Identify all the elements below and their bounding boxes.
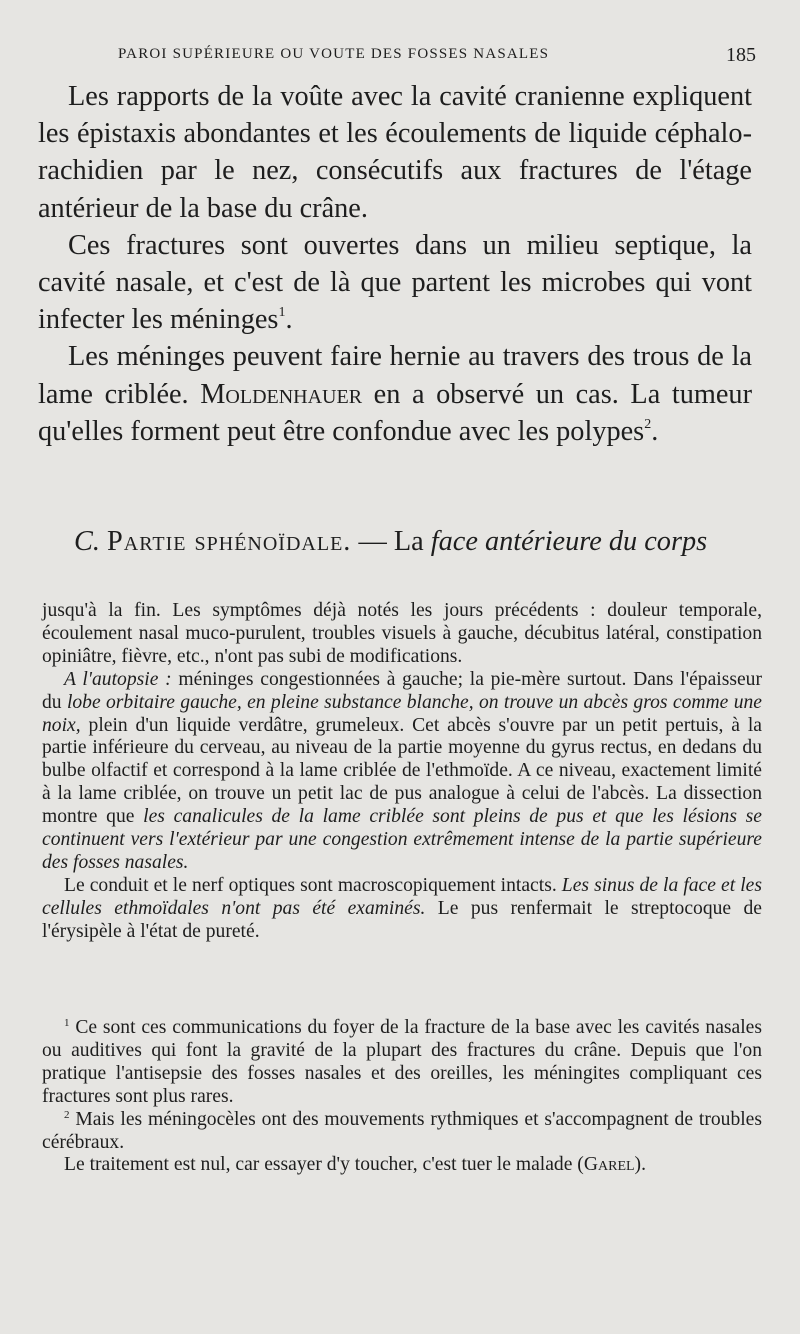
note-paragraph-2 (42, 669, 762, 875)
footnote-1 (42, 1017, 762, 1109)
footnote-2-mark: 2 (64, 1108, 70, 1121)
section-label: C. (74, 526, 100, 557)
paragraph-3-end: . (651, 415, 659, 447)
autopsy-label: A l'autopsie : (64, 668, 172, 690)
paragraph-2-text: Ces fractures sont ouvertes dans un milieu septique, la cavité nasale, et c'est de là que partent les microbes qui vont infecter les méninges (38, 229, 752, 336)
footnote-3 (42, 1154, 762, 1177)
running-head: PAROI SUPÉRIEURE OU VOUTE DES FOSSES NASALES (118, 46, 550, 62)
section-text (394, 526, 707, 557)
page-number: 185 (726, 44, 756, 66)
paragraph-1-text: Les rapports de la voûte avec la cavité cranienne expliquent les épistaxis abondantes et les écoulements de liquide céphalo-rachidien par le nez, consécutifs aux fractures de l'étage antérieur de la base du crâne. (38, 81, 752, 224)
footnotes (42, 1017, 762, 1177)
paragraph-3-text-a: Les méninges peuvent faire hernie au travers des trous de la lame criblée. (38, 341, 752, 410)
author-name: Moldenhauer (200, 378, 363, 410)
note-paragraph-2-italic-2: les canalicules de la lame criblée sont pleins de pus et que les lésions se continuent vers l'extérieur par une congestion extrêmement intense de la partie supérieure des fosses nasales. (42, 806, 762, 873)
paragraph-2 (38, 227, 752, 339)
paragraph-3 (38, 338, 752, 450)
footnote-author: Garel (583, 1154, 635, 1176)
section-title: Partie sphénoïdale. (107, 526, 352, 557)
footnote-ref-1: 1 (278, 305, 286, 321)
footnote-3-text-a: Le traitement est nul, car essayer d'y toucher, c'est tuer le malade ( (64, 1154, 584, 1176)
paragraph-2-end: . (285, 304, 293, 336)
footnote-1-text: Ce sont ces communications du foyer de la fracture de la base avec les cavités nasales ou auditives qui font la gravité de la plupart des fractures du crâne. Depuis que l'on pratique l'antisepsie des fosses nasales et des oreilles, les méningites compliquant ces fractures sont plus rares. (42, 1017, 762, 1107)
note-paragraph-1: jusqu'à la fin. Les symptômes déjà notés les jours précédents : douleur temporale, écoulement nasal muco-purulent, troubles visuels à gauche, décubitus latéral, constipation opiniâtre, fièvre, etc., n'ont pas subi de modifications. (42, 600, 762, 667)
footnote-2 (42, 1109, 762, 1155)
note-paragraph-3 (42, 875, 762, 944)
footnote-ref-2: 2 (644, 416, 652, 432)
note-paragraph-3-a: Le conduit et le nerf optiques sont macroscopiquement intacts. (64, 874, 557, 896)
paragraph-3-text-b: en a observé un cas. La tumeur qu'elles forment peut être confondue avec les polypes (38, 378, 753, 447)
section-text-start: La (393, 526, 424, 557)
note-paragraph-2-b: plein d'un liquide verdâtre, grumeleux. Cet abcès s'ouvre par un petit pertuis, à la partie inférieure du cerveau, au niveau de la partie moyenne du gyrus rectus, en dedans du bulbe olfactif et correspond à la lame criblée de l'ethmoïde. A ce niveau, exactement limité à la lame criblée, on trouve un petit lac de pus analogue à celui de l'abcès. La dissection montre que (42, 714, 763, 828)
section-heading (38, 523, 752, 560)
footnote-1-mark: 1 (64, 1017, 70, 1029)
main-text (38, 78, 752, 450)
footnote-2-text: Mais les méningocèles ont des mouvements rythmiques et s'accompagnent de troubles cérébraux. (42, 1108, 762, 1153)
note-paragraph-2-a: méninges congestionnées à gauche; la pie-mère surtout. Dans l'épaisseur du (42, 668, 762, 713)
note-paragraph-3-italic: Les sinus de la face et les cellules ethmoïdales n'ont pas été examinés. (42, 874, 762, 919)
case-note (42, 600, 762, 944)
section-dash: — (358, 526, 387, 557)
note-paragraph-2-italic-1: lobe orbitaire gauche, en pleine substance blanche, on trouve un abcès gros comme une noix, (42, 691, 762, 736)
footnote-3-text-b: ). (634, 1154, 646, 1176)
paragraph-1 (38, 78, 752, 227)
note-paragraph-3-b: Le pus renfermait le streptocoque de l'érysipèle à l'état de pureté. (42, 897, 762, 942)
section-text-italic: face antérieure du corps (430, 526, 708, 557)
page-header (38, 44, 756, 72)
